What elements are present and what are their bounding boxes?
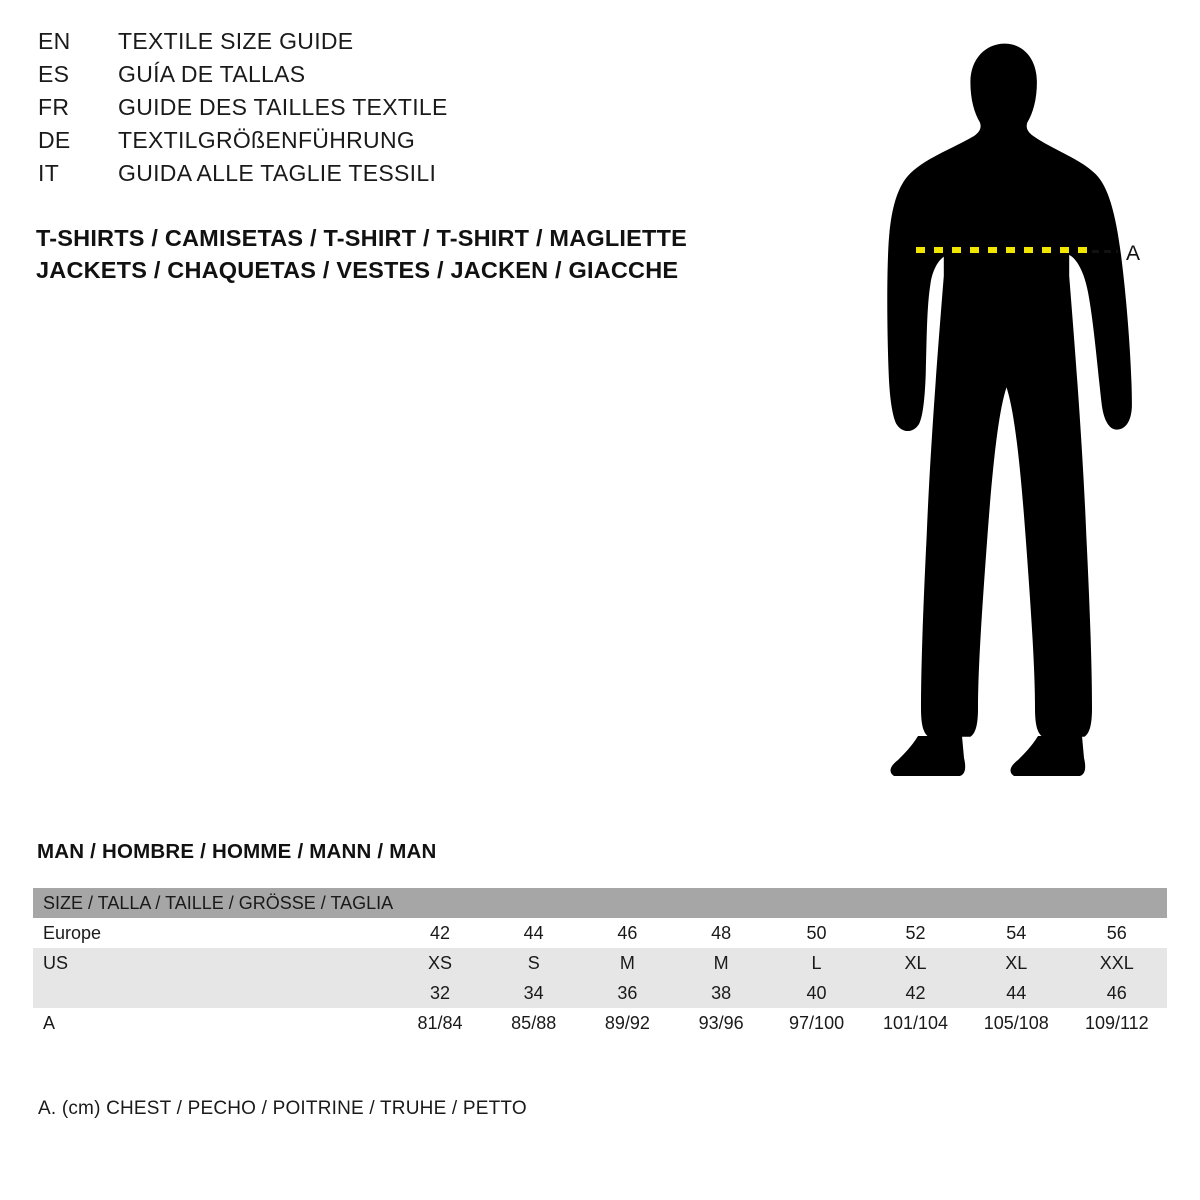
language-code: ES bbox=[38, 61, 70, 87]
row-label: Europe bbox=[33, 918, 393, 948]
language-title: TEXTILE SIZE GUIDE bbox=[118, 28, 354, 54]
size-table bbox=[33, 888, 1167, 1038]
language-code: EN bbox=[38, 28, 71, 54]
body-figure bbox=[830, 20, 1180, 800]
language-row bbox=[38, 127, 738, 160]
table-header-row bbox=[33, 888, 1167, 918]
table-cell: XL bbox=[865, 948, 966, 978]
language-title: GUIDE DES TAILLES TEXTILE bbox=[118, 94, 448, 120]
table-cell: 101/104 bbox=[865, 1008, 966, 1038]
category-jackets: JACKETS / CHAQUETAS / VESTES / JACKEN / GIACCHE bbox=[36, 257, 679, 283]
language-title: GUIDA ALLE TAGLIE TESSILI bbox=[118, 160, 437, 186]
language-code: DE bbox=[38, 127, 71, 153]
table-cell: 93/96 bbox=[674, 1008, 768, 1038]
table-cell: 46 bbox=[1067, 978, 1167, 1008]
language-title: TEXTILGRÖßENFÜHRUNG bbox=[118, 127, 416, 153]
row-label: A bbox=[33, 1008, 393, 1038]
measure-leader-dashes bbox=[1092, 250, 1118, 253]
language-legend bbox=[38, 28, 738, 193]
table-cell: 42 bbox=[865, 978, 966, 1008]
language-code: IT bbox=[38, 160, 60, 186]
table-cell: M bbox=[674, 948, 768, 978]
male-silhouette-icon bbox=[830, 20, 1180, 800]
language-title: GUÍA DE TALLAS bbox=[118, 61, 306, 87]
table-cell: 48 bbox=[674, 918, 768, 948]
table-row bbox=[33, 948, 1167, 978]
table-cell: 105/108 bbox=[966, 1008, 1067, 1038]
table-cell: 32 bbox=[393, 978, 487, 1008]
garment-categories bbox=[36, 222, 687, 286]
language-code: FR bbox=[38, 94, 70, 120]
table-cell: 44 bbox=[487, 918, 581, 948]
language-row bbox=[38, 94, 738, 127]
table-cell: 54 bbox=[966, 918, 1067, 948]
table-header-label: SIZE / TALLA / TAILLE / GRÖSSE / TAGLIA bbox=[33, 888, 393, 918]
table-cell: 40 bbox=[768, 978, 865, 1008]
table-cell: 36 bbox=[581, 978, 675, 1008]
table-row bbox=[33, 918, 1167, 948]
table-cell: 38 bbox=[674, 978, 768, 1008]
table-group-title: MAN / HOMBRE / HOMME / MANN / MAN bbox=[37, 840, 437, 863]
table-cell: 97/100 bbox=[768, 1008, 865, 1038]
table-cell: XXL bbox=[1067, 948, 1167, 978]
table-cell: 44 bbox=[966, 978, 1067, 1008]
table-cell: M bbox=[581, 948, 675, 978]
table-cell: 56 bbox=[1067, 918, 1167, 948]
table-cell: S bbox=[487, 948, 581, 978]
table-cell: 50 bbox=[768, 918, 865, 948]
measure-label-a: A bbox=[1126, 242, 1141, 265]
measurement-footnote: A. (cm) CHEST / PECHO / POITRINE / TRUHE / PETTO bbox=[38, 1098, 527, 1119]
table-cell: 42 bbox=[393, 918, 487, 948]
language-row bbox=[38, 160, 738, 193]
table-cell: 34 bbox=[487, 978, 581, 1008]
figure-feet bbox=[891, 736, 1086, 776]
table-cell: 46 bbox=[581, 918, 675, 948]
table-row bbox=[33, 978, 1167, 1008]
table-cell: 89/92 bbox=[581, 1008, 675, 1038]
language-row bbox=[38, 28, 738, 61]
row-label: US bbox=[33, 948, 393, 978]
row-label bbox=[33, 978, 393, 1008]
language-row bbox=[38, 61, 738, 94]
table-cell: 81/84 bbox=[393, 1008, 487, 1038]
table-cell: L bbox=[768, 948, 865, 978]
table-cell: XS bbox=[393, 948, 487, 978]
table-cell: 109/112 bbox=[1067, 1008, 1167, 1038]
table-cell: 85/88 bbox=[487, 1008, 581, 1038]
table-cell: 52 bbox=[865, 918, 966, 948]
table-cell: XL bbox=[966, 948, 1067, 978]
category-tshirts: T-SHIRTS / CAMISETAS / T-SHIRT / T-SHIRT / MAGLIETTE bbox=[36, 225, 687, 251]
table-row bbox=[33, 1008, 1167, 1038]
